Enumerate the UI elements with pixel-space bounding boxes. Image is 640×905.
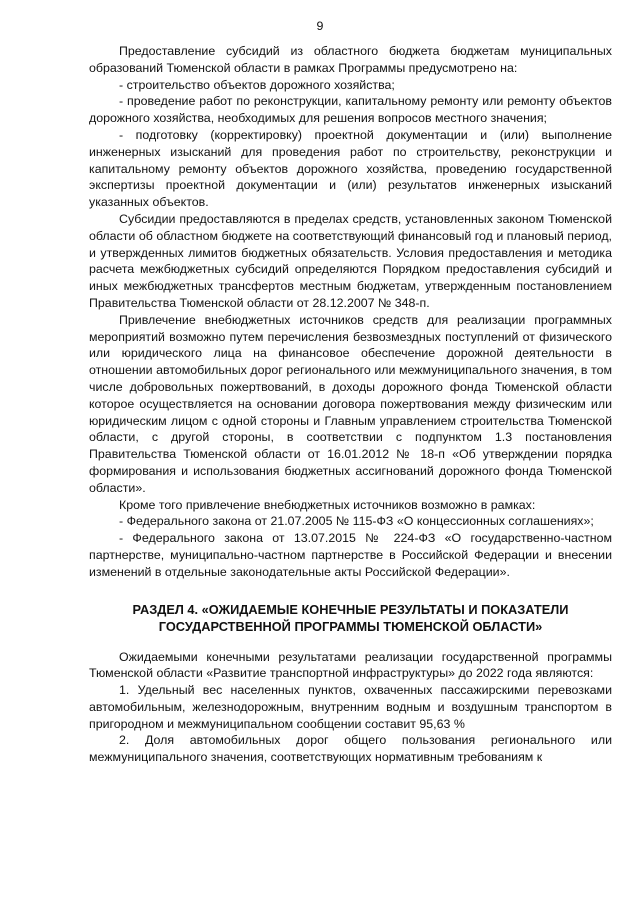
list-item: - строительство объектов дорожного хозяйства;	[119, 77, 395, 92]
list-item: - проведение работ по реконструкции, капитальному ремонту или ремонту объектов дорожного хозяйства, необходимых для решения вопросов местного значения;	[89, 94, 612, 126]
document-body	[89, 43, 612, 766]
paragraph: Субсидии предоставляются в пределах средств, установленных законом Тюменской области об областном бюджете на соответствующий финансовый год и плановый период, и утвержденных лимитов бюджетных обязательств. Условия предоставления и методика расчета межбюджетных субсидий определяются Порядком предоставления субсидий и иных межбюджетных трансфертов местным бюджетам, утвержденным постановлением Правительства Тюменской области от 28.12.2007 № 348-п.	[89, 211, 612, 310]
page-number: 9	[316, 19, 324, 33]
paragraph: Кроме того привлечение внебюджетных источников возможно в рамках:	[119, 497, 536, 512]
paragraph: Ожидаемыми конечными результатами реализации государственной программы Тюменской области «Развитие транспортной инфраструктуры» до 2022 года являются:	[89, 649, 612, 681]
paragraph: Привлечение внебюджетных источников средств для реализации программных мероприятий возможно путем перечисления безвозмездных поступлений от физического или юридического лица на финансовое обеспечение дорожной деятельности в отношении автомобильных дорог регионального или межмуниципального значения, в том числе добровольных пожертвований, в доходы дорожного фонда Тюменской области которое осуществляется на основании договора пожертвования между физическим или юридическим лицом с одной стороны и Главным управлением строительства Тюменской области, с другой стороны, в соответствии с подпунктом 1.3 постановления Правительства Тюменской области от 16.01.2012 № 18-п «Об утверждении порядка формирования и использования бюджетных ассигнований дорожного фонда Тюменской области».	[89, 312, 612, 495]
list-item: 2. Доля автомобильных дорог общего пользования регионального или межмуниципального значения, соответствующих нормативным требованиям к	[89, 733, 612, 765]
section-heading: РАЗДЕЛ 4. «ОЖИДАЕМЫЕ КОНЕЧНЫЕ РЕЗУЛЬТАТЫ И ПОКАЗАТЕЛИ ГОСУДАРСТВЕННОЙ ПРОГРАММЫ ТЮМЕНСКОЙ ОБЛАСТИ»	[132, 601, 569, 634]
list-item: - подготовку (корректировку) проектной документации и (или) выполнение инженерных изысканий для проведения работ по строительству, реконструкции и капитальному ремонту объектов дорожного хозяйства, проведению государственной экспертизы проектной документации и (или) результатов инженерных изысканий указанных объектов.	[89, 127, 612, 210]
paragraph: Предоставление субсидий из областного бюджета бюджетам муниципальных образований Тюменской области в рамках Программы предусмотрено на:	[89, 44, 612, 75]
list-item: - Федерального закона от 21.07.2005 № 115-ФЗ «О концессионных соглашениях»;	[119, 514, 594, 529]
list-item: 1. Удельный вес населенных пунктов, охваченных пассажирскими перевозками автомобильным, железнодорожным, внутренним водным и воздушным транспортом в пригородном и межмуниципальном сообщении составит 95,63 %	[89, 683, 612, 731]
list-item: - Федерального закона от 13.07.2015 № 224-ФЗ «О государственно-частном партнерстве, муниципально-частном партнерстве в Российской Федерации и внесении изменений в отдельные законодательные акты Российской Федерации».	[89, 531, 612, 579]
